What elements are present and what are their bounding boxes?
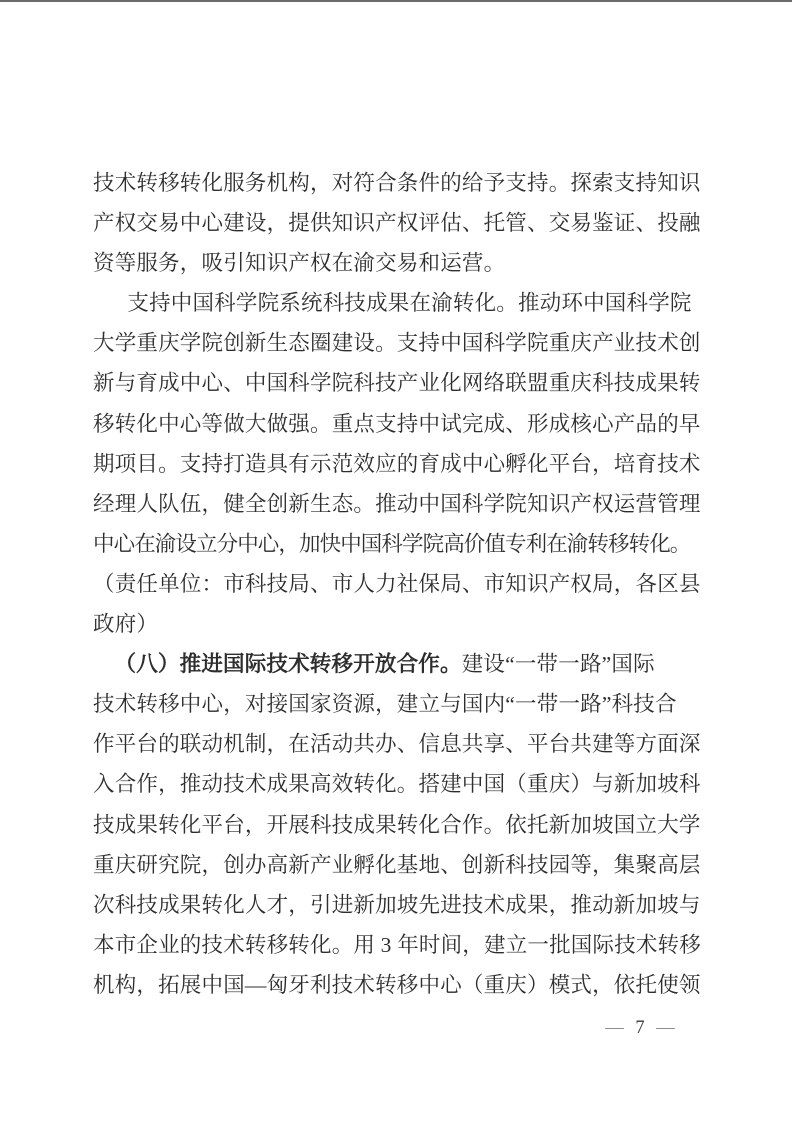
text-line — [93, 524, 705, 564]
text-segment: 政府） — [93, 612, 159, 637]
text-segment: 重庆研究院，创办高新产业孵化基地、创新科技园等，集聚高层 — [93, 852, 701, 877]
text-segment: 技术转移中心，对接国家资源，建立与国内“一带一路”科技合 — [93, 692, 677, 717]
text-segment: 技成果转化平台，开展科技成果转化合作。依托新加坡国立大学 — [93, 812, 701, 837]
text-line — [93, 805, 705, 845]
text-segment: 支持中国科学院系统科技成果在渝转化。推动环中国科学院 — [127, 291, 692, 316]
paragraph — [93, 283, 705, 644]
text-segment: 期项目。支持打造具有示范效应的育成中心孵化平台，培育技术 — [93, 451, 701, 476]
paragraph — [93, 163, 705, 283]
text-segment: 资等服务，吸引知识产权在渝交易和运营。 — [93, 251, 506, 276]
paragraph — [93, 644, 705, 1005]
text-segment: 大学重庆学院创新生态圈建设。支持中国科学院重庆产业技术创 — [93, 331, 701, 356]
text-line — [93, 484, 705, 524]
page-number-value: 7 — [635, 1018, 645, 1038]
text-segment: 次科技成果转化人才，引进新加坡先进技术成果，推动新加坡与 — [93, 892, 701, 917]
text-line — [93, 243, 705, 283]
page-number-dash-right: — — [656, 1018, 675, 1038]
text-line — [93, 644, 705, 684]
text-line — [93, 724, 705, 764]
text-line — [93, 363, 705, 403]
text-segment: （责任单位：市科技局、市人力社保局、市知识产权局，各区县 — [93, 571, 701, 596]
text-segment: 中心在渝设立分中心，加快中国科学院高价值专利在渝转移转化。 — [93, 531, 691, 556]
text-line — [93, 163, 705, 203]
text-segment: 建设“一带一路”国际 — [461, 652, 655, 677]
page-number — [598, 1013, 682, 1043]
text-segment: 本市企业的技术转移转化。用 3 年时间，建立一批国际技术转移 — [93, 932, 702, 957]
text-line — [93, 444, 705, 484]
text-line — [93, 203, 705, 243]
text-segment: 产权交易中心建设，提供知识产权评估、托管、交易鉴证、投融 — [93, 211, 701, 236]
text-line — [93, 564, 705, 604]
text-segment: 经理人队伍，健全创新生态。推动中国科学院知识产权运营管理 — [93, 491, 701, 516]
text-line — [93, 684, 705, 724]
text-segment: 新与育成中心、中国科学院科技产业化网络联盟重庆科技成果转 — [93, 371, 701, 396]
text-segment: 技术转移转化服务机构，对符合条件的给予支持。探索支持知识 — [93, 171, 701, 195]
text-line — [93, 885, 705, 925]
text-segment: 作平台的联动机制，在活动共办、信息共享、平台共建等方面深 — [93, 732, 701, 757]
scan-edge-artifact — [0, 0, 792, 2]
text-line — [93, 283, 705, 323]
text-line — [93, 764, 705, 804]
text-line — [93, 845, 705, 885]
text-segment: 入合作，推动技术成果高效转化。搭建中国（重庆）与新加坡科 — [93, 772, 701, 797]
text-line — [93, 965, 705, 1005]
text-block — [93, 163, 705, 1005]
text-segment: 移转化中心等做大做强。重点支持中试完成、形成核心产品的早 — [93, 411, 701, 436]
text-line — [93, 604, 705, 644]
section-heading: （八）推进国际技术转移开放合作。 — [114, 652, 462, 677]
text-segment: 机构，拓展中国—匈牙利技术转移中心（重庆）模式，依托使领 — [93, 972, 701, 997]
text-line — [93, 404, 705, 444]
text-line — [93, 925, 705, 965]
page-number-dash-left: — — [605, 1018, 624, 1038]
text-line — [93, 323, 705, 363]
